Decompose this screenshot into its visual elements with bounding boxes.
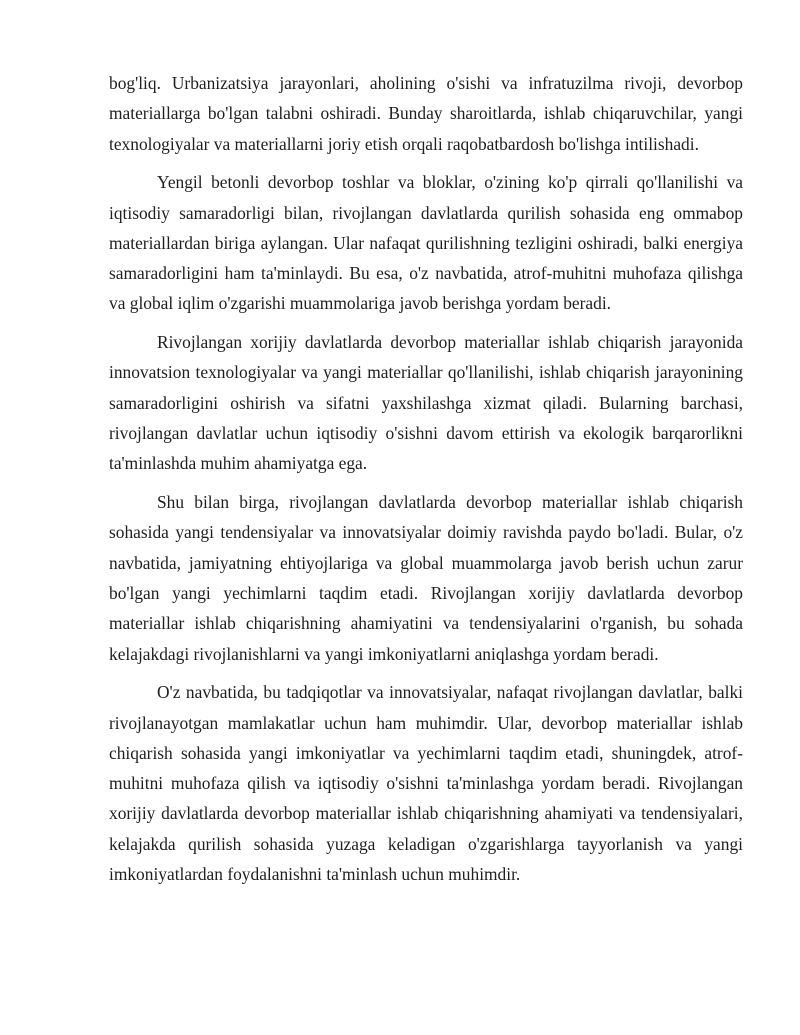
paragraph-innovative-technologies: Rivojlangan xorijiy davlatlarda devorbop materiallar ishlab chiqarish jarayonida innovatsion texnologiyalar va yangi materiallar qo'llanilishi, ishlab chiqarish jarayonining samaradorligini oshirish va sifatni yaxshilashga xizmat qiladi. Bularning barchasi, rivojlangan davlatlar uchun iqtisodiy o'sishni davom ettirish va ekologik barqarorlikni ta'minlashda muhim ahamiyatga ega. [109,332,743,474]
paragraph-lightweight-concrete-blocks: Yengil betonli devorbop toshlar va bloklar, o'zining ko'p qirrali qo'llanilishi va iqtisodiy samaradorligi bilan, rivojlangan davlatlarda qurilish sohasida eng ommabop materiallardan biriga aylangan. Ular nafaqat qurilishning tezligini oshiradi, balki energiya samaradorligini ham ta'minlaydi. Bu esa, o'z navbatida, atrof-muhitni muhofaza qilishga va global iqlim o'zgarishi muammolariga javob berishga yordam beradi. [109,172,743,314]
paragraph-research-importance: O'z navbatida, bu tadqiqotlar va innovatsiyalar, nafaqat rivojlangan davlatlar, balki rivojlanayotgan mamlakatlar uchun ham muhimdir. Ular, devorbop materiallar ishlab chiqarish sohasida yangi imkoniyatlar va yechimlarni taqdim etadi, shuningdek, atrof-muhitni muhofaza qilish va iqtisodiy o'sishni ta'minlashga yordam beradi. Rivojlangan xorijiy davlatlarda devorbop materiallar ishlab chiqarishning ahamiyati va tendensiyalari, kelajakda qurilish sohasida yuzaga keladigan o'zgarishlarga tayyorlanish va yangi imkoniyatlardan foydalanishni ta'minlash uchun muhimdir. [109,682,743,884]
document-page [109,68,743,898]
paragraph-continuation: bog'liq. Urbanizatsiya jarayonlari, aholining o'sishi va infratuzilma rivoji, devorbop materiallarga bo'lgan talabni oshiradi. Bunday sharoitlarda, ishlab chiqaruvchilar, yangi texnologiyalar va materiallarni joriy etish orqali raqobatbardosh bo'lishga intilishadi. [109,73,743,154]
paragraph-new-trends: Shu bilan birga, rivojlangan davlatlarda devorbop materiallar ishlab chiqarish sohasida yangi tendensiyalar va innovatsiyalar doimiy ravishda paydo bo'ladi. Bular, o'z navbatida, jamiyatning ehtiyojlariga va global muammolarga javob berish uchun zarur bo'lgan yangi yechimlarni taqdim etadi. Rivojlangan xorijiy davlatlarda devorbop materiallar ishlab chiqarishning ahamiyatini va tendensiyalarini o'rganish, bu sohada kelajakdagi rivojlanishlarni va yangi imkoniyatlarni aniqlashga yordam beradi. [109,492,743,664]
